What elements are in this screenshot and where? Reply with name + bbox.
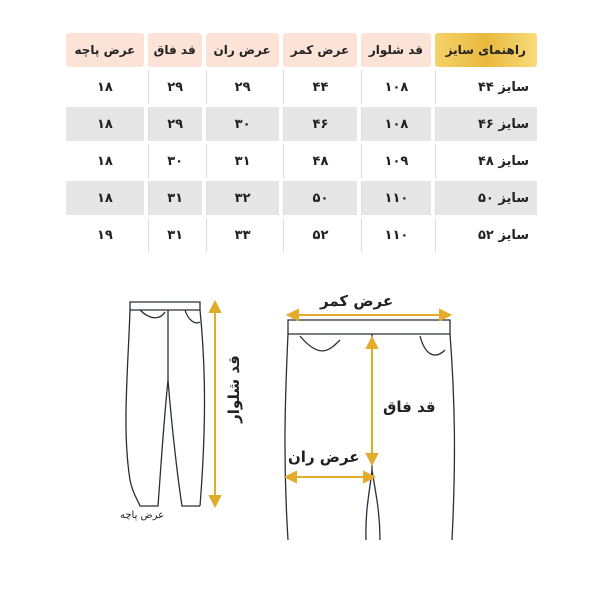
header-pants-length: قد شلوار <box>361 33 430 67</box>
cell-thigh-width: ۳۱ <box>206 144 279 178</box>
table-row <box>66 107 537 141</box>
table-row <box>66 181 537 215</box>
pants-illustration <box>0 280 600 540</box>
front-pants-outline <box>285 320 455 540</box>
cell-pants-length: ۱۰۸ <box>361 107 430 141</box>
cell-thigh-width: ۳۳ <box>206 218 279 252</box>
length-arrow <box>210 302 220 506</box>
cell-thigh-width: ۳۲ <box>206 181 279 215</box>
header-waist-width: عرض کمر <box>283 33 358 67</box>
thigh-arrow <box>286 472 374 482</box>
header-size-guide: راهنمای سایز <box>435 33 537 67</box>
length-label: قد شلوار <box>224 355 243 423</box>
size-table <box>62 30 541 255</box>
cell-waist-width: ۵۲ <box>283 218 358 252</box>
thigh-label: عرض ران <box>288 448 360 466</box>
cell-pants-length: ۱۰۸ <box>361 70 430 104</box>
measurement-diagram <box>0 280 600 540</box>
cell-waist-width: ۴۴ <box>283 70 358 104</box>
cell-crotch-length: ۳۱ <box>148 181 202 215</box>
crotch-arrow <box>367 338 377 464</box>
row-size-label: سایز ۴۸ <box>435 144 537 178</box>
waist-label: عرض کمر <box>320 292 394 310</box>
header-crotch-length: قد فاق <box>148 33 202 67</box>
cell-waist-width: ۴۸ <box>283 144 358 178</box>
cell-waist-width: ۴۶ <box>283 107 358 141</box>
cell-crotch-length: ۳۱ <box>148 218 202 252</box>
crotch-label: قد فاق <box>383 398 436 416</box>
table-row <box>66 218 537 252</box>
cell-thigh-width: ۲۹ <box>206 70 279 104</box>
table-row <box>66 70 537 104</box>
table-row <box>66 144 537 178</box>
cell-hem-width: ۱۸ <box>96 153 113 169</box>
cell-hem-width: ۱۸ <box>66 181 144 215</box>
cell-hem-width: ۱۹ <box>96 227 113 243</box>
row-size-label: سایز ۵۲ <box>435 218 537 252</box>
row-size-label: سایز ۴۶ <box>435 107 537 141</box>
header-thigh-width: عرض ران <box>206 33 279 67</box>
cell-hem-width: ۱۸ <box>96 79 113 95</box>
table-header-row <box>66 33 537 67</box>
row-size-label: سایز ۴۴ <box>435 70 537 104</box>
cell-crotch-length: ۳۰ <box>148 144 202 178</box>
cell-pants-length: ۱۱۰ <box>361 181 430 215</box>
side-pants-outline <box>126 302 205 506</box>
hem-label: عرض پاچه <box>120 510 165 521</box>
cell-thigh-width: ۳۰ <box>206 107 279 141</box>
row-size-label: سایز ۵۰ <box>435 181 537 215</box>
header-hem-width: عرض پاچه <box>66 33 144 67</box>
cell-hem-width: ۱۸ <box>66 107 144 141</box>
cell-waist-width: ۵۰ <box>283 181 358 215</box>
cell-crotch-length: ۲۹ <box>148 107 202 141</box>
cell-pants-length: ۱۰۹ <box>361 144 430 178</box>
cell-crotch-length: ۲۹ <box>148 70 202 104</box>
waist-arrow <box>288 310 450 320</box>
cell-pants-length: ۱۱۰ <box>361 218 430 252</box>
